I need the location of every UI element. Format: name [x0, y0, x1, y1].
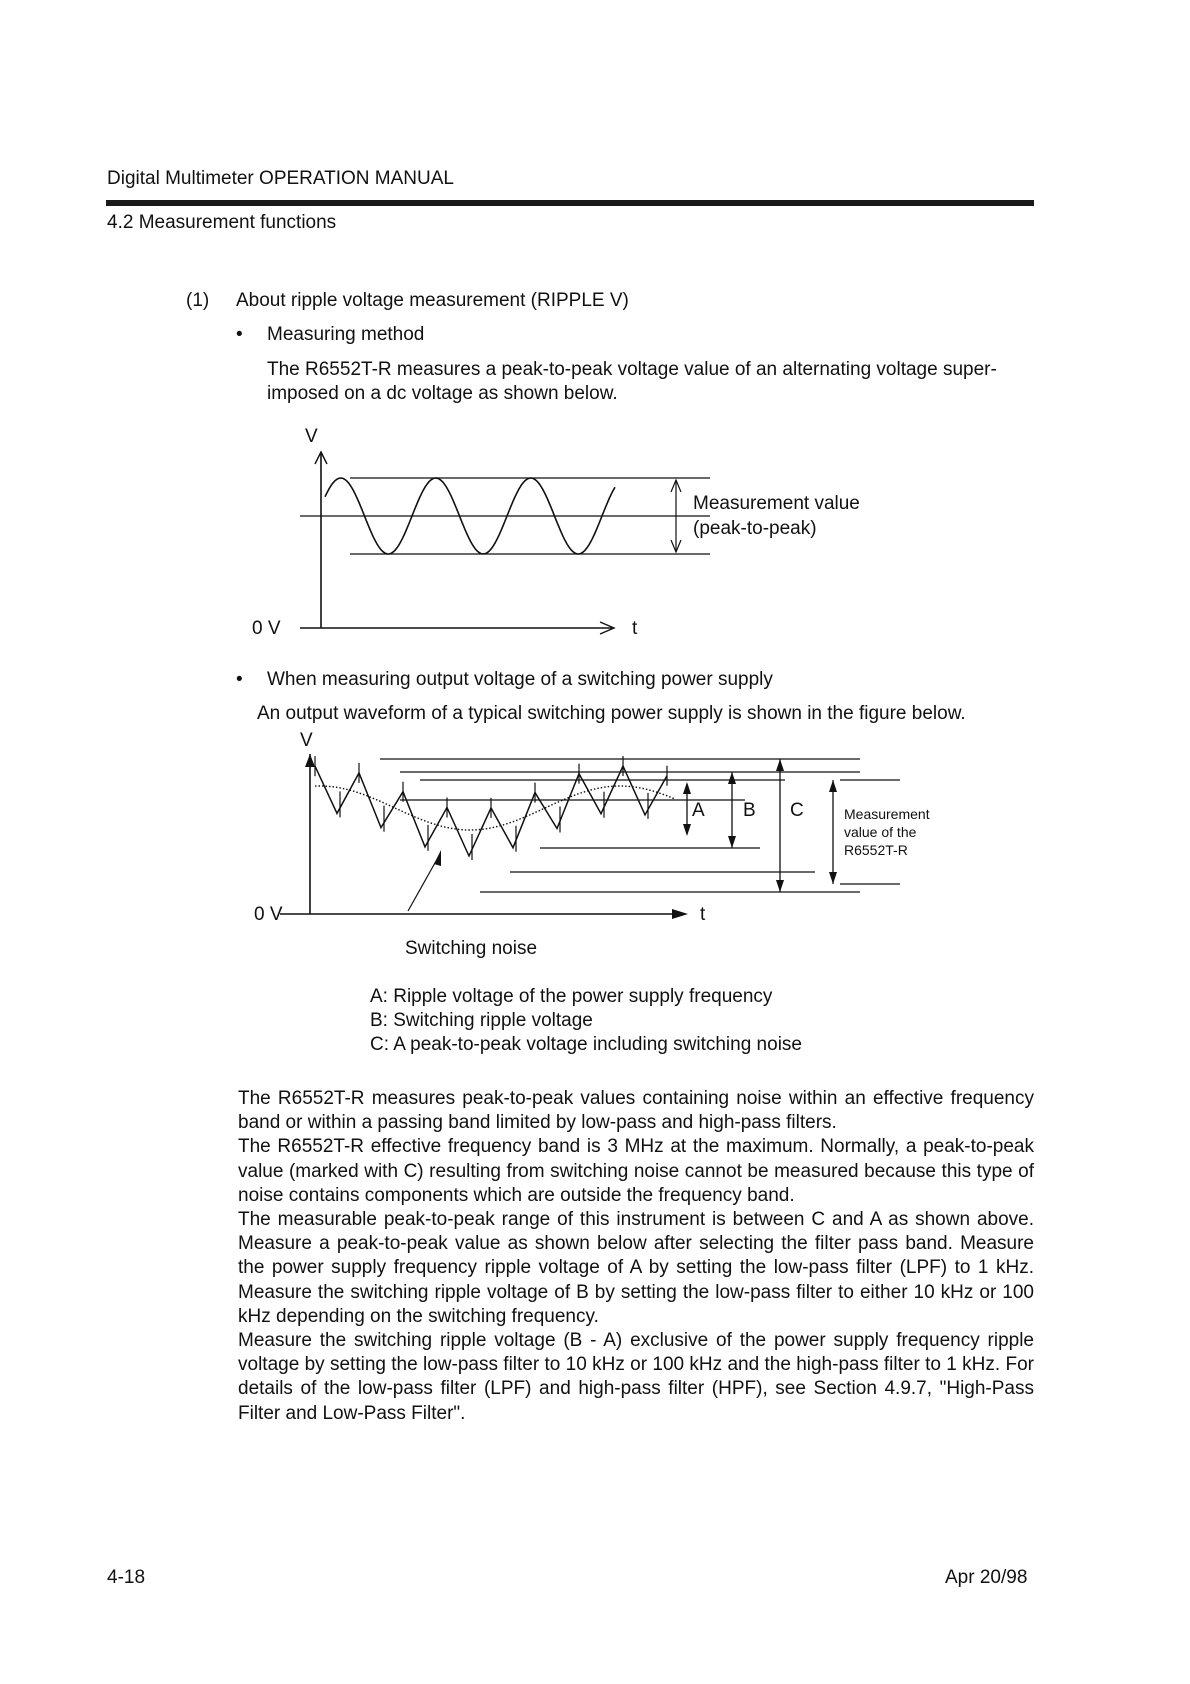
legend-b: B: Switching ripple voltage: [370, 1010, 593, 1031]
zero-volt-label: 0 V: [252, 618, 281, 639]
bullet-title: Measuring method: [267, 324, 425, 345]
paragraph: The R6552T-R measures peak-to-peak values containing noise within an effective frequency band or within a passing band limited by low-pass and high-pass filters.: [238, 1088, 1034, 1134]
paragraph: The R6552T-R effective frequency band is 3 MHz at the maximum. Normally, a peak-to-peak value (marked with C) resulting from switching noise cannot be measured because this type of noise contains components which are outside the frequency band.: [238, 1136, 1034, 1206]
measurement-arrow-up: [829, 780, 837, 792]
b-arrow-up: [728, 772, 736, 784]
a-arrow-down: [683, 824, 691, 836]
switching-figure: [240, 724, 1040, 964]
legend-c: C: A peak-to-peak voltage including switching noise: [370, 1034, 802, 1055]
section-title: 4.2 Measurement functions: [107, 212, 337, 233]
t-axis-label: t: [632, 618, 638, 639]
v-axis-arrow: [305, 754, 315, 767]
switching-noise-label: Switching noise: [405, 938, 538, 959]
a-label: A: [692, 800, 705, 821]
peak-to-peak-label: (peak-to-peak): [693, 518, 817, 539]
measurement-label: Measurement: [844, 806, 930, 822]
c-arrow-down: [776, 880, 784, 892]
page-number: 4-18: [107, 1567, 146, 1588]
item-title: About ripple voltage measurement (RIPPLE V): [236, 290, 629, 311]
c-label: C: [790, 800, 804, 821]
v-axis-label: V: [305, 426, 318, 447]
item-number: (1): [186, 290, 210, 311]
body-text: [238, 1087, 1034, 1426]
text-line: The R6552T-R measures a peak-to-peak voltage value of an alternating voltage super-: [267, 359, 997, 380]
zero-volt-label: 0 V: [254, 904, 283, 925]
header-rule: [106, 200, 1034, 206]
v-axis-label: V: [300, 730, 313, 751]
b-label: B: [743, 800, 756, 821]
c-arrow-up: [776, 759, 784, 771]
measurement-label: R6552T-R: [844, 842, 908, 858]
text-line: imposed on a dc voltage as shown below.: [267, 383, 618, 404]
power-frequency-ripple: [315, 786, 675, 830]
measurement-label: value of the: [844, 824, 917, 840]
t-axis-label: t: [700, 904, 706, 925]
ripple-figure: [240, 420, 920, 640]
noise-leader-arrow: [434, 850, 441, 866]
paragraph: Measure the switching ripple voltage (B - A) exclusive of the power supply frequency ripple voltage by setting the low-pass filter to 10 kHz or 100 kHz and the high-pass filter to 1 kHz. For details of the low-pass filter (LPF) and high-pass filter (HPF), see Section 4.9.7, "High-Pass Filter and Low-Pass Filter".: [238, 1330, 1034, 1424]
bullet-marker: •: [236, 324, 243, 345]
measurement-value-label: Measurement value: [693, 493, 860, 514]
bullet-marker: •: [236, 669, 243, 690]
manual-title: Digital Multimeter OPERATION MANUAL: [107, 168, 454, 189]
a-arrow-up: [683, 782, 691, 794]
paragraph: The measurable peak-to-peak range of this instrument is between C and A as shown above. Measure a peak-to-peak value as shown below after selecting the filter pass band. Measure the power supply frequency ripple voltage of A by setting the low-pass filter (LPF) to 1 kHz. Measure the switching ripple voltage of B by setting the low-pass filter to either 10 kHz or 100 kHz depending on the switching frequency.: [238, 1209, 1034, 1327]
waveform-intro: An output waveform of a typical switching power supply is shown in the figure below.: [257, 703, 966, 724]
legend-a: A: Ripple voltage of the power supply frequency: [370, 986, 773, 1007]
bullet-title: When measuring output voltage of a switching power supply: [267, 669, 773, 690]
revision-date: Apr 20/98: [945, 1567, 1028, 1588]
t-axis-arrow: [672, 909, 688, 919]
measuring-method-text: [267, 358, 1037, 406]
measurement-arrow-down: [829, 872, 837, 884]
b-arrow-down: [728, 836, 736, 848]
